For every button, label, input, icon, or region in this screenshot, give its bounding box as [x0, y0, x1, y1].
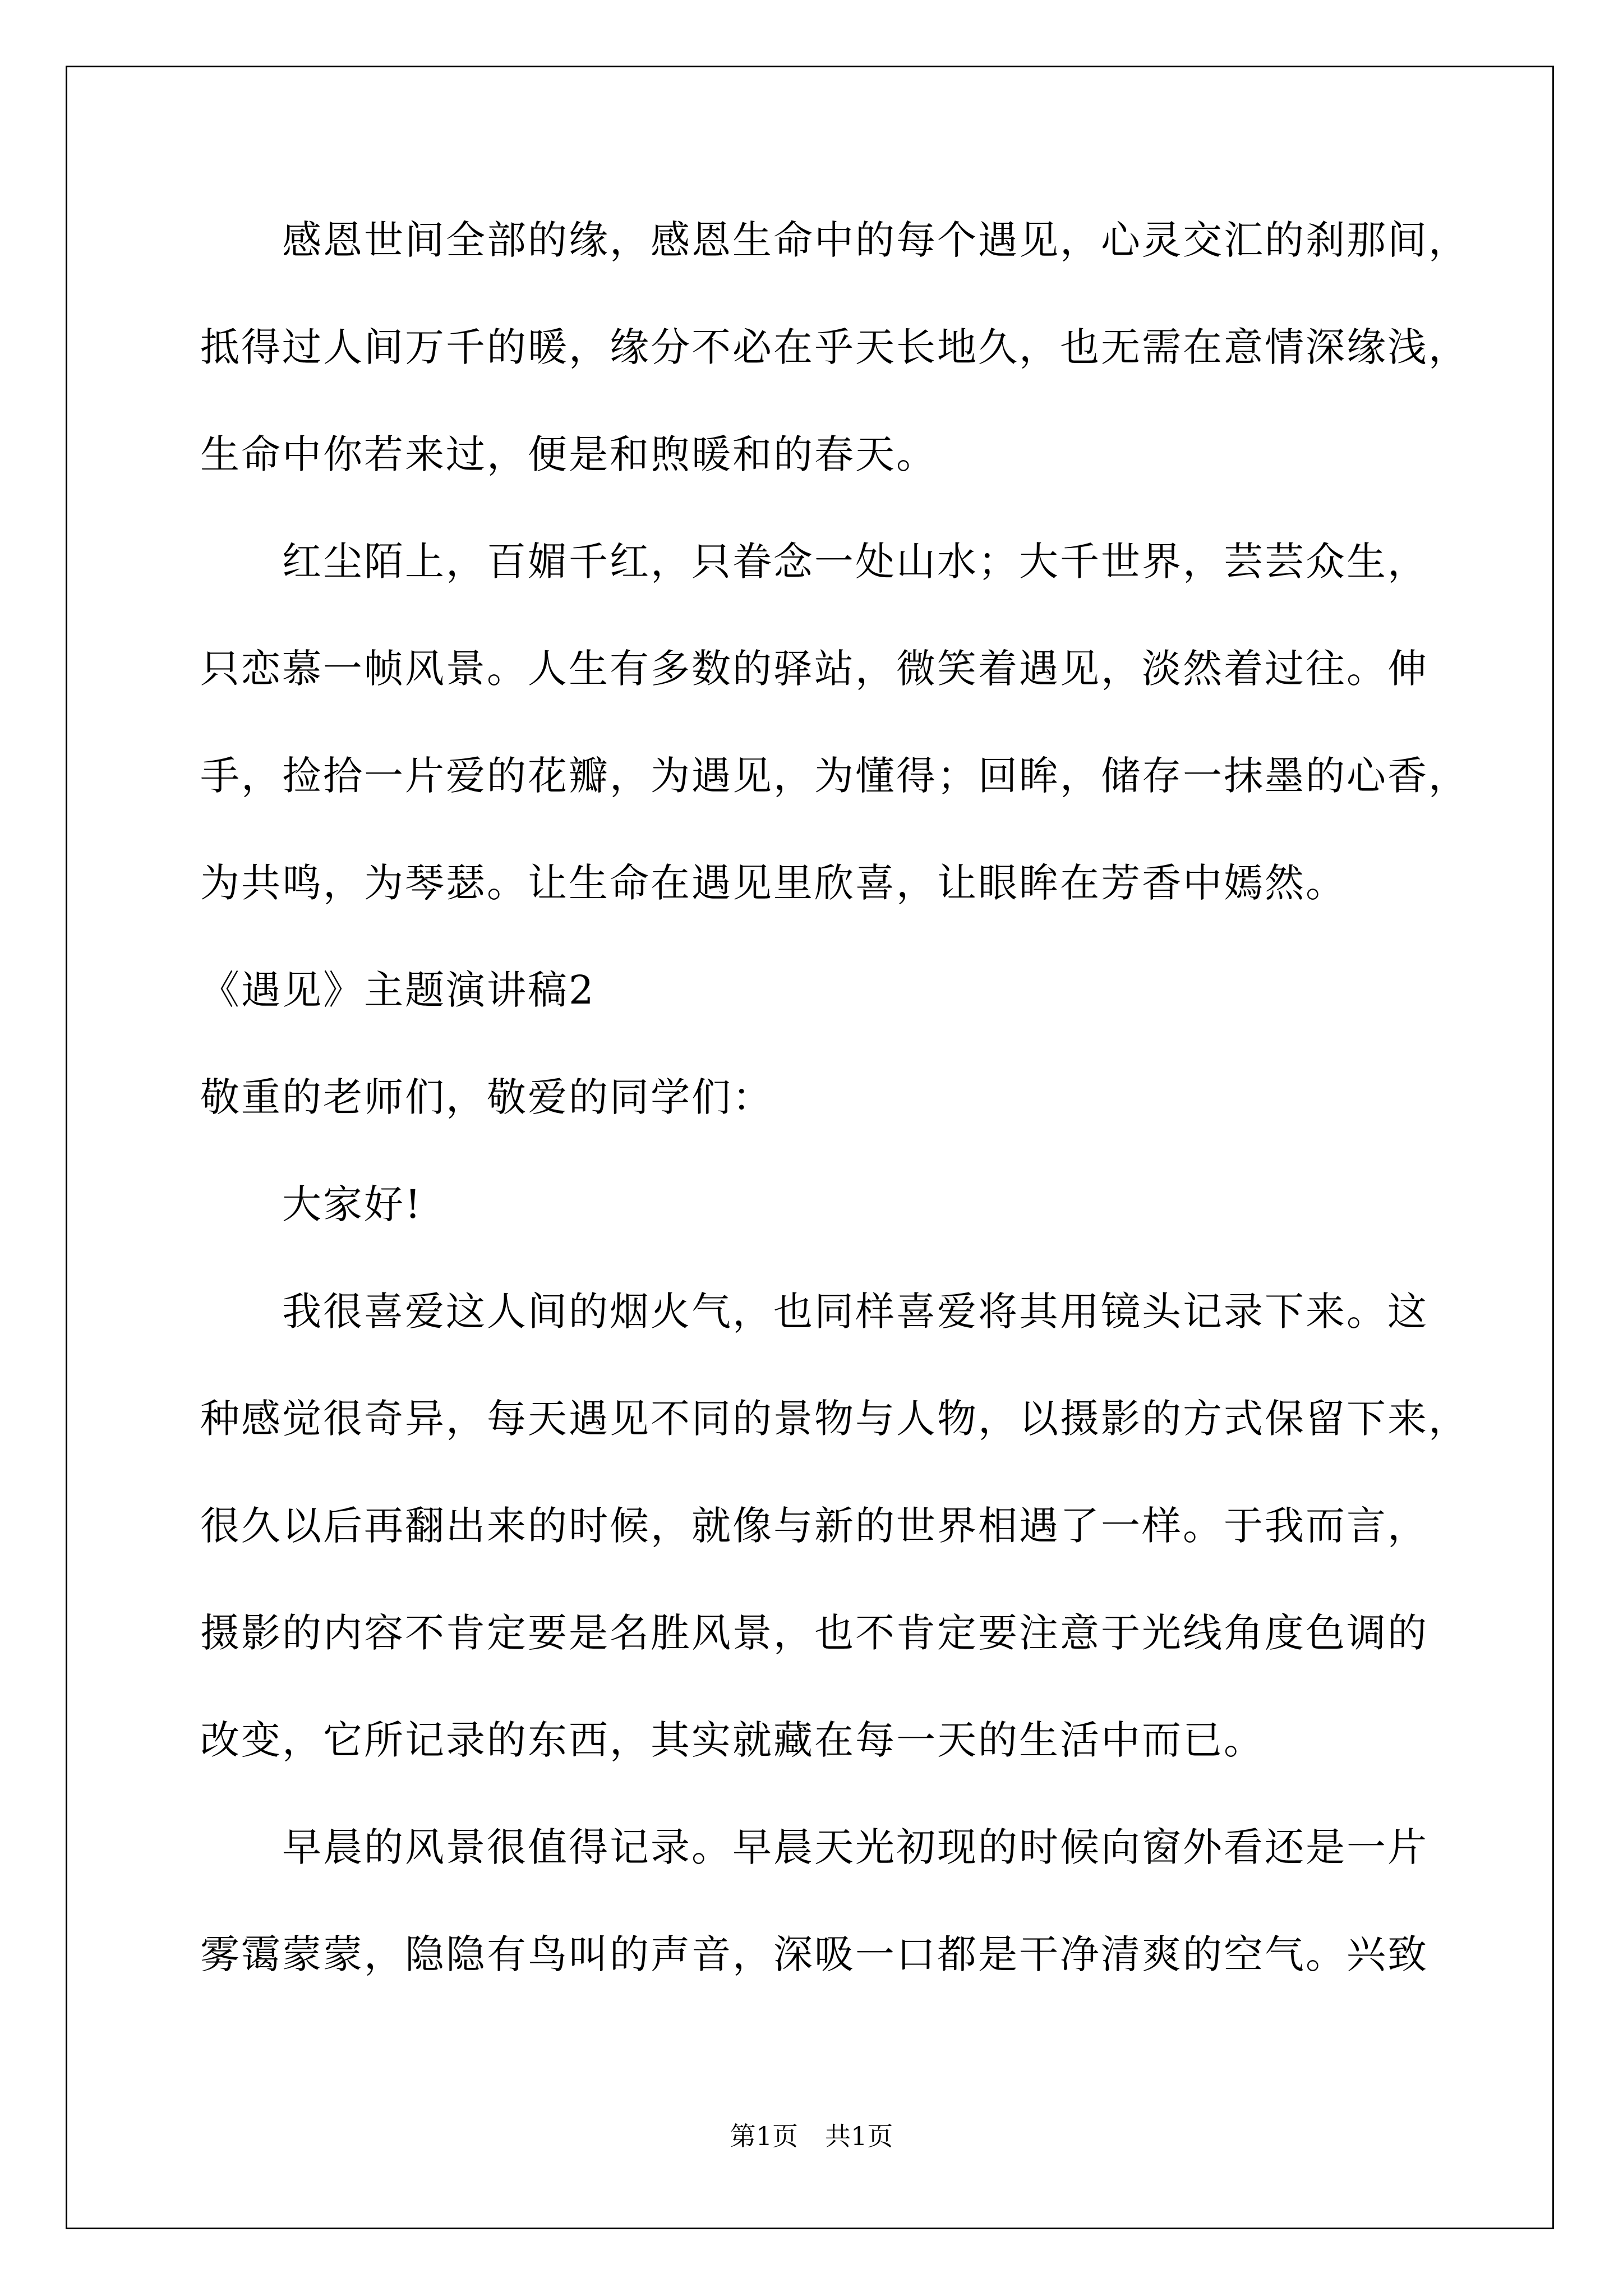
paragraph-line: 抵得过人间万千的暖，缘分不必在乎天长地久，也无需在意情深缘浅， [200, 324, 1469, 370]
paragraph-line: 生命中你若来过，便是和煦暖和的春天。 [200, 431, 937, 477]
paragraph-line: 手，捡拾一片爱的花瓣，为遇见，为懂得；回眸，储存一抹墨的心香， [200, 753, 1469, 799]
paragraph-line: 很久以后再翻出来的时候，就像与新的世界相遇了一样。于我而言， [200, 1503, 1428, 1549]
paragraph-line: 感恩世间全部的缘，感恩生命中的每个遇见，心灵交汇的刹那间， [282, 217, 1469, 263]
page-total: 共1页 [825, 2121, 893, 2151]
greeting: 大家好! [282, 1181, 423, 1227]
section-heading: 《遇见》主题演讲稿2 [200, 967, 596, 1013]
paragraph-line: 红尘陌上，百媚千红，只眷念一处山水；大千世界，芸芸众生， [282, 539, 1428, 585]
page-footer [0, 2119, 1623, 2153]
paragraph-line: 雾霭蒙蒙，隐隐有鸟叫的声音，深吸一口都是干净清爽的空气。兴致 [200, 1931, 1428, 1977]
paragraph-line: 早晨的风景很值得记录。早晨天光初现的时候向窗外看还是一片 [282, 1824, 1428, 1870]
page-number: 第1页 [730, 2121, 798, 2151]
salutation: 敬重的老师们，敬爱的同学们： [200, 1074, 773, 1120]
paragraph-line: 为共鸣，为琴瑟。让生命在遇见里欣喜，让眼眸在芳香中嫣然。 [200, 860, 1347, 906]
paragraph-line: 种感觉很奇异，每天遇见不同的景物与人物，以摄影的方式保留下来， [200, 1396, 1469, 1442]
paragraph-line: 摄影的内容不肯定要是名胜风景，也不肯定要注意于光线角度色调的 [200, 1610, 1428, 1656]
paragraph-line: 改变，它所记录的东西，其实就藏在每一天的生活中而已。 [200, 1717, 1265, 1763]
page-border [66, 66, 1554, 2229]
paragraph-line: 我很喜爱这人间的烟火气，也同样喜爱将其用镜头记录下来。这 [282, 1289, 1428, 1335]
paragraph-line: 只恋慕一帧风景。人生有多数的驿站，微笑着遇见，淡然着过往。伸 [200, 646, 1428, 692]
